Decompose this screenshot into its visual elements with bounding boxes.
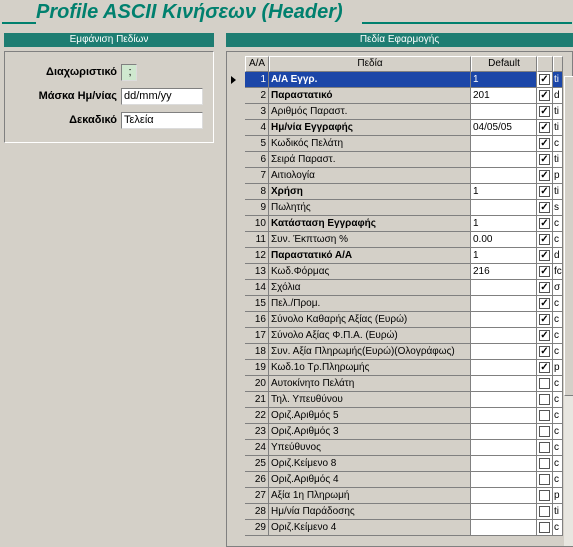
checkbox-checked-icon[interactable]: ✓	[540, 250, 549, 261]
checkbox-unchecked-icon[interactable]	[539, 394, 550, 405]
row-extra-value: ti	[553, 504, 563, 520]
row-extra-value: fc	[553, 264, 563, 280]
row-check-cell[interactable]	[537, 296, 553, 312]
row-default-value[interactable]	[471, 328, 537, 344]
table-row[interactable]	[245, 184, 573, 200]
row-number: 11	[245, 232, 269, 248]
table-row[interactable]	[245, 136, 573, 152]
vertical-scrollbar[interactable]	[564, 76, 573, 546]
checkbox-checked-icon[interactable]: ✓	[540, 330, 549, 341]
row-field-name[interactable]: Σύνολο Αξίας Φ.Π.Α. (Ευρώ)	[269, 328, 471, 344]
checkbox-checked-icon[interactable]: ✓	[540, 298, 549, 309]
row-default-value[interactable]	[471, 200, 537, 216]
column-header-check[interactable]	[537, 56, 553, 72]
row-extra-value: d	[553, 88, 563, 104]
row-number: 19	[245, 360, 269, 376]
row-number: 8	[245, 184, 269, 200]
row-check-cell[interactable]	[537, 376, 553, 392]
row-check-cell[interactable]	[537, 216, 553, 232]
row-field-name[interactable]: Οριζ.Αριθμός 3	[269, 424, 471, 440]
row-default-value[interactable]	[471, 360, 537, 376]
row-number: 6	[245, 152, 269, 168]
table-row[interactable]	[245, 472, 573, 488]
table-row[interactable]	[245, 312, 573, 328]
row-check-cell[interactable]	[537, 456, 553, 472]
row-check-cell[interactable]	[537, 264, 553, 280]
row-field-name[interactable]: Παραστατικό Α/Α	[269, 248, 471, 264]
decimal-input[interactable]: Τελεία	[121, 112, 203, 129]
table-row[interactable]	[245, 280, 573, 296]
row-number: 15	[245, 296, 269, 312]
row-default-value[interactable]	[471, 136, 537, 152]
row-default-value[interactable]: 201	[471, 88, 537, 104]
row-extra-value: c	[553, 456, 563, 472]
row-field-name[interactable]: Αιτιολογία	[269, 168, 471, 184]
row-check-cell[interactable]	[537, 168, 553, 184]
row-default-value[interactable]: 04/05/05	[471, 120, 537, 136]
row-field-name[interactable]: Κωδ.Φόρμας	[269, 264, 471, 280]
table-row[interactable]	[245, 392, 573, 408]
row-number: 4	[245, 120, 269, 136]
row-number: 10	[245, 216, 269, 232]
checkbox-checked-icon[interactable]: ✓	[540, 362, 549, 373]
row-extra-value: c	[553, 520, 563, 536]
row-default-value[interactable]	[471, 344, 537, 360]
row-number: 13	[245, 264, 269, 280]
row-field-name[interactable]: Συν. Αξία Πληρωμής(Ευρώ)(Ολογράφως)	[269, 344, 471, 360]
checkbox-checked-icon[interactable]: ✓	[540, 218, 549, 229]
row-default-value[interactable]	[471, 520, 537, 536]
row-extra-value: c	[553, 408, 563, 424]
row-field-name[interactable]: Κατάσταση Εγγραφής	[269, 216, 471, 232]
row-default-value[interactable]	[471, 392, 537, 408]
row-field-name[interactable]: Ημ/νία Παράδοσης	[269, 504, 471, 520]
row-field-name[interactable]: Υπεύθυνος	[269, 440, 471, 456]
table-row[interactable]	[245, 72, 573, 88]
row-extra-value: ti	[553, 184, 563, 200]
checkbox-checked-icon[interactable]: ✓	[540, 186, 549, 197]
row-default-value[interactable]: 1	[471, 248, 537, 264]
row-extra-value: ti	[553, 120, 563, 136]
row-field-name[interactable]: Αριθμός Παραστ.	[269, 104, 471, 120]
row-check-cell[interactable]	[537, 88, 553, 104]
row-extra-value: c	[553, 376, 563, 392]
row-extra-value: c	[553, 136, 563, 152]
row-extra-value: c	[553, 216, 563, 232]
row-default-value[interactable]: 216	[471, 264, 537, 280]
table-row[interactable]	[245, 232, 573, 248]
row-extra-value: p	[553, 360, 563, 376]
row-number: 9	[245, 200, 269, 216]
row-field-name[interactable]: Αυτοκίνητο Πελάτη	[269, 376, 471, 392]
row-check-cell[interactable]	[537, 360, 553, 376]
row-check-cell[interactable]	[537, 200, 553, 216]
row-extra-value: d	[553, 248, 563, 264]
row-number: 5	[245, 136, 269, 152]
table-row[interactable]	[245, 264, 573, 280]
checkbox-unchecked-icon[interactable]	[539, 378, 550, 389]
row-field-name[interactable]: Οριζ.Αριθμός 4	[269, 472, 471, 488]
row-field-name[interactable]: Πωλητής	[269, 200, 471, 216]
application-fields-header: Πεδία Εφαρμογής	[226, 33, 573, 47]
row-extra-value: c	[553, 440, 563, 456]
row-check-cell[interactable]	[537, 392, 553, 408]
table-row[interactable]	[245, 120, 573, 136]
row-number: 20	[245, 376, 269, 392]
separator-label: Διαχωριστικό	[46, 66, 117, 78]
title-underline-right	[362, 22, 572, 24]
row-number: 1	[245, 72, 269, 88]
row-number: 23	[245, 424, 269, 440]
row-extra-value: s	[553, 200, 563, 216]
row-number: 2	[245, 88, 269, 104]
row-field-name[interactable]: Αξία 1η Πληρωμή	[269, 488, 471, 504]
table-row[interactable]	[245, 200, 573, 216]
row-check-cell[interactable]	[537, 136, 553, 152]
checkbox-checked-icon[interactable]: ✓	[540, 74, 549, 85]
fields-grid	[226, 51, 573, 547]
table-row[interactable]	[245, 88, 573, 104]
checkbox-checked-icon[interactable]: ✓	[540, 170, 549, 181]
row-field-name[interactable]: Οριζ.Κείμενο 8	[269, 456, 471, 472]
table-row[interactable]	[245, 488, 573, 504]
row-extra-value: p	[553, 488, 563, 504]
row-number: 3	[245, 104, 269, 120]
row-check-cell[interactable]	[537, 504, 553, 520]
row-check-cell[interactable]	[537, 280, 553, 296]
checkbox-checked-icon[interactable]: ✓	[540, 282, 549, 293]
table-row[interactable]	[245, 152, 573, 168]
row-number: 12	[245, 248, 269, 264]
row-extra-value: c	[553, 296, 563, 312]
row-check-cell[interactable]	[537, 312, 553, 328]
checkbox-checked-icon[interactable]: ✓	[540, 122, 549, 133]
row-check-cell[interactable]	[537, 440, 553, 456]
checkbox-checked-icon[interactable]: ✓	[540, 234, 549, 245]
checkbox-unchecked-icon[interactable]	[539, 410, 550, 421]
row-check-cell[interactable]	[537, 248, 553, 264]
row-check-cell[interactable]	[537, 344, 553, 360]
checkbox-checked-icon[interactable]: ✓	[540, 266, 549, 277]
row-extra-value: ti	[553, 104, 563, 120]
row-extra-value: ti	[553, 72, 563, 88]
checkbox-unchecked-icon[interactable]	[539, 474, 550, 485]
checkbox-checked-icon[interactable]: ✓	[540, 106, 549, 117]
title-bar	[0, 0, 573, 28]
column-header-aa[interactable]: A/A	[245, 56, 269, 72]
row-check-cell[interactable]	[537, 328, 553, 344]
application-fields-panel	[226, 33, 573, 547]
row-field-name[interactable]: Σύνολο Καθαρής Αξίας (Ευρώ)	[269, 312, 471, 328]
date-mask-input[interactable]: dd/mm/yy	[121, 88, 203, 105]
row-number: 29	[245, 520, 269, 536]
row-field-name[interactable]: Ημ/νία Εγγραφής	[269, 120, 471, 136]
row-number: 18	[245, 344, 269, 360]
row-default-value[interactable]	[471, 312, 537, 328]
row-default-value[interactable]	[471, 168, 537, 184]
column-header-default[interactable]: Default	[471, 56, 537, 72]
table-row[interactable]	[245, 296, 573, 312]
checkbox-unchecked-icon[interactable]	[539, 522, 550, 533]
row-default-value[interactable]	[471, 408, 537, 424]
row-extra-value: c	[553, 312, 563, 328]
column-header-fields[interactable]: Πεδία	[269, 56, 471, 72]
row-field-name[interactable]: Οριζ.Κείμενο 4	[269, 520, 471, 536]
table-row[interactable]	[245, 424, 573, 440]
table-row[interactable]	[245, 520, 573, 536]
row-field-name[interactable]: Συν. Έκπτωση %	[269, 232, 471, 248]
table-row[interactable]	[245, 456, 573, 472]
table-row[interactable]	[245, 376, 573, 392]
row-check-cell[interactable]	[537, 120, 553, 136]
row-default-value[interactable]: 1	[471, 184, 537, 200]
row-extra-value: c	[553, 472, 563, 488]
row-field-name[interactable]: Τηλ. Υπευθύνου	[269, 392, 471, 408]
checkbox-checked-icon[interactable]: ✓	[540, 138, 549, 149]
decimal-label: Δεκαδικό	[69, 114, 117, 126]
separator-input[interactable]: ;	[121, 64, 137, 81]
row-check-cell[interactable]	[537, 184, 553, 200]
checkbox-checked-icon[interactable]: ✓	[540, 202, 549, 213]
row-default-value[interactable]	[471, 440, 537, 456]
row-default-value[interactable]	[471, 488, 537, 504]
table-row[interactable]	[245, 504, 573, 520]
row-number: 25	[245, 456, 269, 472]
table-row[interactable]	[245, 248, 573, 264]
row-default-value[interactable]: 1	[471, 72, 537, 88]
checkbox-checked-icon[interactable]: ✓	[540, 90, 549, 101]
row-number: 22	[245, 408, 269, 424]
checkbox-checked-icon[interactable]: ✓	[540, 314, 549, 325]
checkbox-unchecked-icon[interactable]	[539, 442, 550, 453]
row-field-name[interactable]: Οριζ.Αριθμός 5	[269, 408, 471, 424]
table-row[interactable]	[245, 408, 573, 424]
checkbox-checked-icon[interactable]: ✓	[540, 346, 549, 357]
row-default-value[interactable]	[471, 424, 537, 440]
table-row[interactable]	[245, 216, 573, 232]
row-extra-value: c	[553, 424, 563, 440]
row-extra-value: c	[553, 392, 563, 408]
table-row[interactable]	[245, 360, 573, 376]
row-default-value[interactable]: 1	[471, 216, 537, 232]
row-number: 28	[245, 504, 269, 520]
row-number: 24	[245, 440, 269, 456]
row-field-name[interactable]: Σχόλια	[269, 280, 471, 296]
field-display-header: Εμφάνιση Πεδίων	[4, 33, 214, 47]
row-extra-value: ti	[553, 152, 563, 168]
row-number: 27	[245, 488, 269, 504]
row-check-cell[interactable]	[537, 424, 553, 440]
row-default-value[interactable]	[471, 296, 537, 312]
row-number: 21	[245, 392, 269, 408]
title-underline-left	[2, 22, 36, 24]
row-number: 7	[245, 168, 269, 184]
column-header-extra[interactable]	[553, 56, 563, 72]
row-extra-value: c	[553, 344, 563, 360]
scrollbar-thumb[interactable]	[564, 76, 573, 396]
row-check-cell[interactable]	[537, 408, 553, 424]
row-default-value[interactable]	[471, 376, 537, 392]
field-display-panel	[4, 33, 214, 143]
row-field-name[interactable]: Χρήση	[269, 184, 471, 200]
row-number: 14	[245, 280, 269, 296]
row-check-cell[interactable]	[537, 232, 553, 248]
row-check-cell[interactable]	[537, 472, 553, 488]
row-default-value[interactable]	[471, 152, 537, 168]
row-default-value[interactable]	[471, 280, 537, 296]
table-row[interactable]	[245, 440, 573, 456]
row-indicator-icon	[231, 76, 236, 84]
field-display-body	[4, 51, 214, 143]
checkbox-unchecked-icon[interactable]	[539, 426, 550, 437]
row-default-value[interactable]	[471, 456, 537, 472]
checkbox-unchecked-icon[interactable]	[539, 458, 550, 469]
row-field-name[interactable]: Παραστατικό	[269, 88, 471, 104]
row-default-value[interactable]: 0.00	[471, 232, 537, 248]
row-check-cell[interactable]	[537, 488, 553, 504]
checkbox-unchecked-icon[interactable]	[539, 490, 550, 501]
row-check-cell[interactable]	[537, 72, 553, 88]
row-number: 16	[245, 312, 269, 328]
row-extra-value: σ	[553, 280, 563, 296]
table-row[interactable]	[245, 344, 573, 360]
table-row[interactable]	[245, 328, 573, 344]
row-default-value[interactable]	[471, 472, 537, 488]
row-check-cell[interactable]	[537, 104, 553, 120]
row-number: 17	[245, 328, 269, 344]
row-extra-value: p	[553, 168, 563, 184]
row-extra-value: c	[553, 328, 563, 344]
row-field-name[interactable]: Κωδικός Πελάτη	[269, 136, 471, 152]
page-title: Profile ASCII Κινήσεων (Header)	[36, 1, 343, 23]
row-field-name[interactable]: Πελ./Προμ.	[269, 296, 471, 312]
row-extra-value: c	[553, 232, 563, 248]
row-number: 26	[245, 472, 269, 488]
row-default-value[interactable]	[471, 504, 537, 520]
date-mask-label: Μάσκα Ημ/νίας	[38, 90, 117, 102]
row-check-cell[interactable]	[537, 520, 553, 536]
row-field-name[interactable]: A/A Εγγρ.	[269, 72, 471, 88]
table-row[interactable]	[245, 168, 573, 184]
row-field-name[interactable]: Κωδ.1ο Τρ.Πληρωμής	[269, 360, 471, 376]
row-default-value[interactable]	[471, 104, 537, 120]
checkbox-unchecked-icon[interactable]	[539, 506, 550, 517]
table-row[interactable]	[245, 104, 573, 120]
row-field-name[interactable]: Σειρά Παραστ.	[269, 152, 471, 168]
row-check-cell[interactable]	[537, 152, 553, 168]
checkbox-checked-icon[interactable]: ✓	[540, 154, 549, 165]
